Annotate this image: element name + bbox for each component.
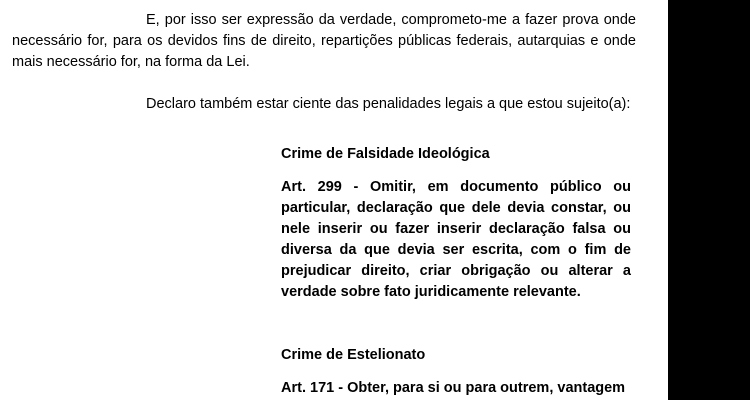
penalties-paragraph [12, 94, 636, 115]
paragraph-1-text: E, por isso ser expressão da verdade, comprometo-me a fazer prova onde necessário for, para os devidos fins de direito, repartições públicas federais, autarquias e onde mais necessário for, na forma da Lei. [12, 12, 636, 70]
right-black-margin [668, 0, 750, 400]
crime-text-estelionato: Art. 171 - Obter, para si ou para outrem, vantagem [281, 380, 626, 396]
declaration-paragraph [12, 10, 636, 73]
crime-heading-estelionato: Crime de Estelionato [281, 347, 426, 363]
crime-text-falsidade: Art. 299 - Omitir, em documento público ou particular, declaração que dele devia constar, ou nele inserir ou fazer inserir declaração falsa ou diversa da que devia ser escrita, com o fim de prejudicar direito, criar obrigação ou alterar a verdade sobre fato juridicamente relevante. [281, 179, 631, 300]
crime-heading-falsidade: Crime de Falsidade Ideológica [281, 146, 490, 162]
paragraph-2-text: Declaro também estar ciente das penalidades legais a que estou sujeito(a): [146, 96, 631, 112]
